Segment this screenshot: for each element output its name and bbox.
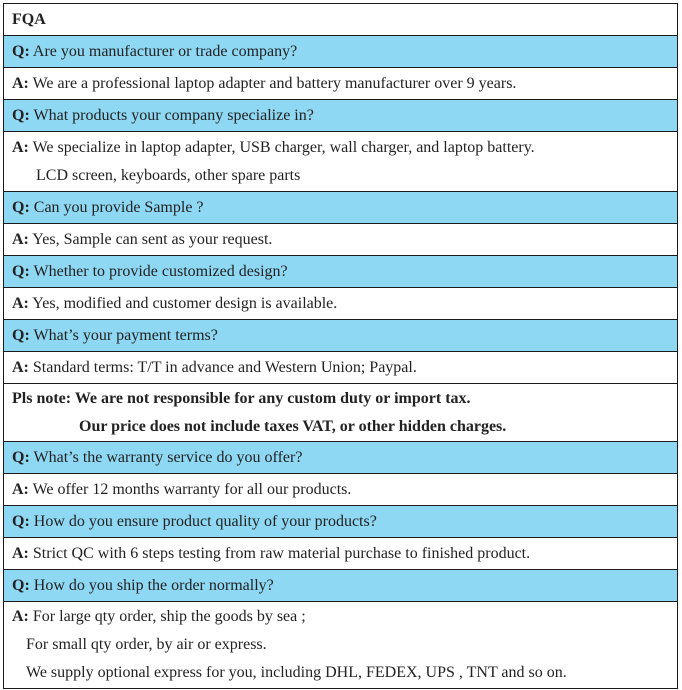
answer-label: A:: [12, 608, 29, 625]
question-cell: [4, 320, 678, 352]
question-cell: [4, 442, 678, 474]
note-text-2: Our price does not include taxes VAT, or other hidden charges.: [79, 417, 507, 435]
question-cell: [4, 36, 678, 68]
question-row: [4, 570, 678, 602]
answer-row: [4, 352, 678, 384]
question-row: [4, 192, 678, 224]
answer-text: We specialize in laptop adapter, USB charger, wall charger, and laptop battery.: [28, 138, 535, 156]
answer-cell: [4, 352, 678, 384]
question-cell: [4, 256, 678, 288]
answer-row: [4, 132, 678, 192]
question-text: How do you ship the order normally?: [29, 576, 274, 594]
question-cell: [4, 506, 678, 538]
answer-row: [4, 538, 678, 570]
answer-label: A:: [12, 544, 29, 562]
note-row: [4, 384, 678, 442]
answer-label: A:: [12, 138, 29, 156]
answer-cell: [4, 68, 678, 100]
question-row: [4, 256, 678, 288]
question-label: Q:: [12, 106, 30, 124]
faq-title: FQA: [4, 4, 678, 36]
answer-text: Standard terms: T/T in advance and Western Union; Paypal.: [28, 358, 417, 376]
question-label: Q:: [12, 198, 30, 216]
question-label: Q:: [12, 448, 30, 466]
note-text-1: We are not responsible for any custom duty or import tax.: [74, 389, 471, 407]
question-row: [4, 442, 678, 474]
answer-cell: [4, 474, 678, 506]
question-text: Whether to provide customized design?: [29, 262, 288, 280]
answer-text: For large qty order, ship the goods by sea ;: [28, 608, 306, 625]
answer-row: [4, 474, 678, 506]
note-label: Pls note:: [12, 389, 75, 407]
question-label: Q:: [12, 42, 30, 60]
answer-row: [4, 68, 678, 100]
answer-row: [4, 602, 678, 689]
question-row: [4, 100, 678, 132]
question-cell: [4, 570, 678, 602]
question-label: Q:: [12, 326, 30, 344]
answer-text-line3: We supply optional express for you, including DHL, FEDEX, UPS , TNT and so on.: [26, 664, 567, 681]
question-text: What’s the warranty service do you offer?: [29, 448, 303, 466]
question-row: [4, 320, 678, 352]
question-label: Q:: [12, 262, 30, 280]
answer-cell: [4, 224, 678, 256]
question-label: Q:: [12, 576, 30, 594]
answer-row: [4, 288, 678, 320]
question-text: What’s your payment terms?: [29, 326, 218, 344]
answer-cell: [4, 288, 678, 320]
answer-text: Yes, modified and customer design is available.: [28, 294, 338, 312]
question-cell: [4, 192, 678, 224]
answer-row: [4, 224, 678, 256]
answer-cell: [4, 132, 678, 192]
answer-text: Yes, Sample can sent as your request.: [28, 230, 273, 248]
answer-label: A:: [12, 294, 29, 312]
question-text: Are you manufacturer or trade company?: [29, 42, 298, 60]
answer-text: We offer 12 months warranty for all our products.: [28, 480, 352, 498]
note-line-1: [12, 385, 669, 413]
faq-title-row: [4, 4, 678, 36]
answer-text: We are a professional laptop adapter and battery manufacturer over 9 years.: [28, 74, 517, 92]
question-text: How do you ensure product quality of your products?: [29, 512, 377, 530]
question-row: [4, 36, 678, 68]
question-text: Can you provide Sample ?: [29, 198, 204, 216]
question-label: Q:: [12, 512, 30, 530]
answer-label: A:: [12, 74, 29, 92]
answer-label: A:: [12, 358, 29, 376]
answer-cell: [4, 538, 678, 570]
answer-cell: [4, 602, 678, 689]
answer-label: A:: [12, 230, 29, 248]
question-row: [4, 506, 678, 538]
answer-text: Strict QC with 6 steps testing from raw material purchase to finished product.: [28, 544, 531, 562]
question-cell: [4, 100, 678, 132]
faq-table: [3, 3, 678, 689]
answer-text-line2: For small qty order, by air or express.: [26, 636, 267, 653]
answer-label: A:: [12, 480, 29, 498]
question-text: What products your company specialize in?: [29, 106, 314, 124]
note-cell: [4, 384, 678, 442]
answer-text-line2: LCD screen, keyboards, other spare parts: [36, 166, 301, 184]
